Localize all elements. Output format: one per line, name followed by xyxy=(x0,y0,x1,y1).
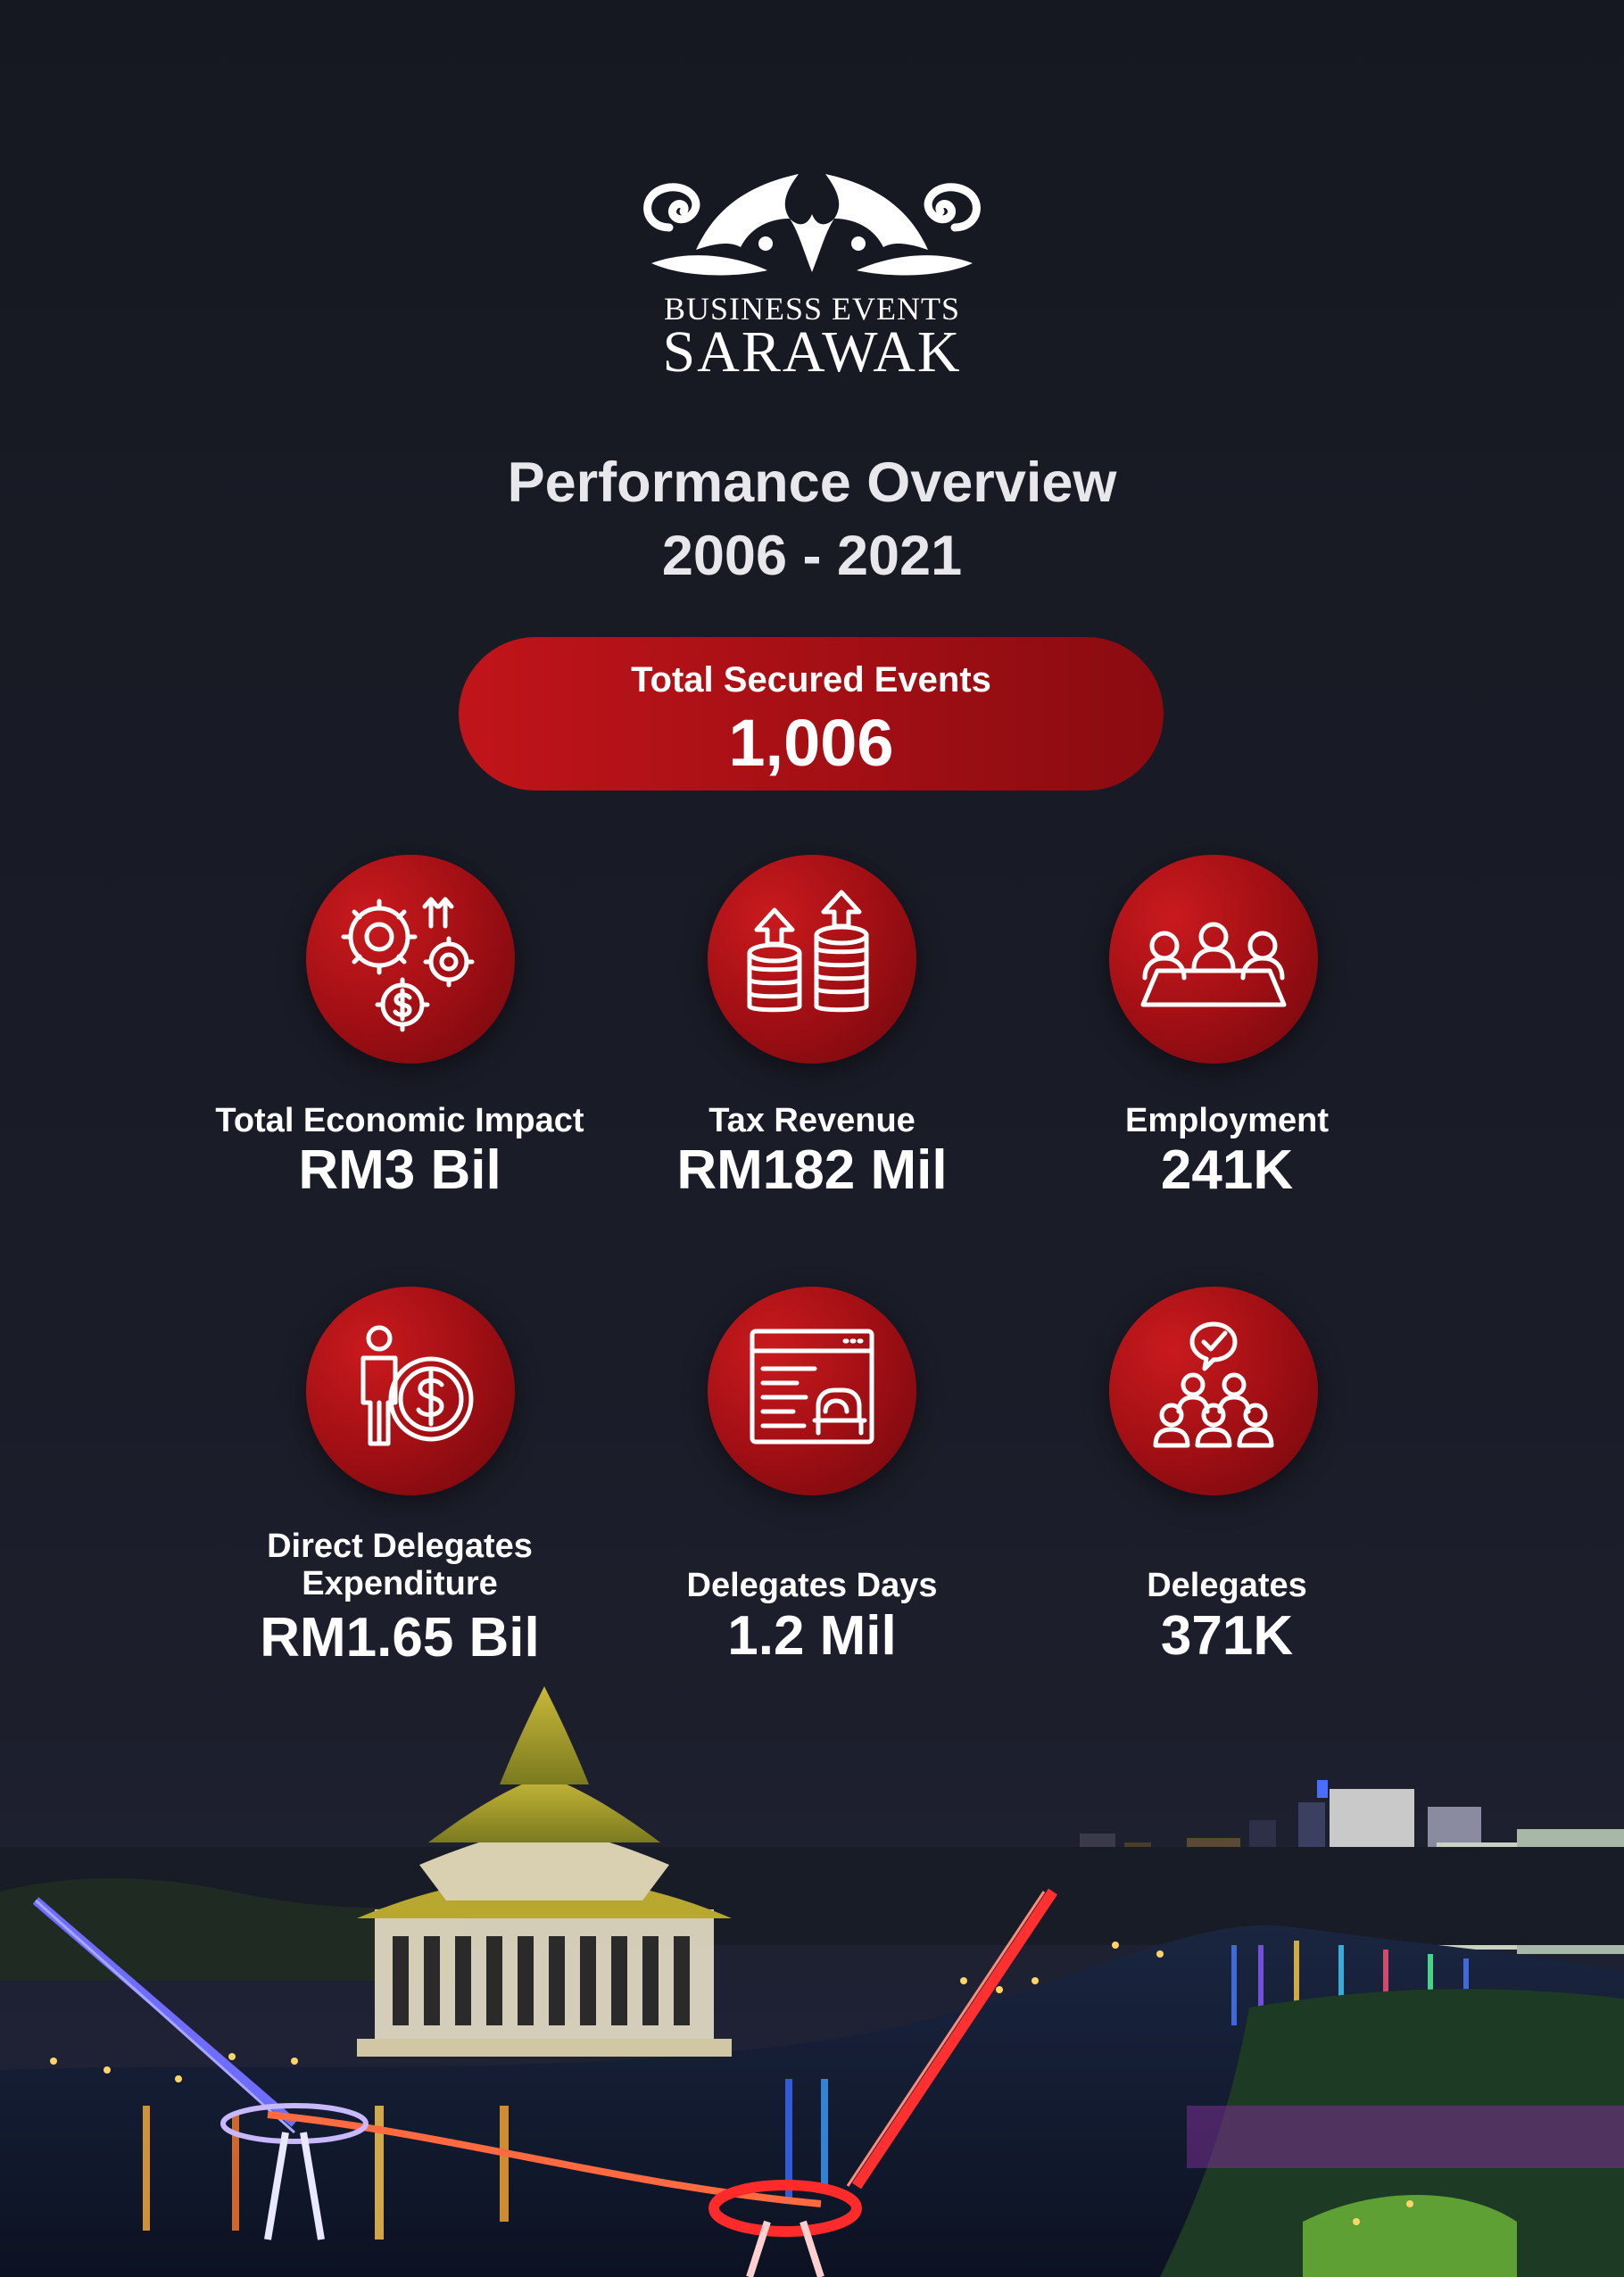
gears-dollar-icon xyxy=(306,855,515,1064)
delegates-expenditure-circle xyxy=(306,1287,515,1495)
pill-value: 1,006 xyxy=(728,706,894,780)
stat-value-delegates: 371K xyxy=(1160,1605,1294,1667)
delegates-circle xyxy=(1109,1287,1318,1495)
logo-line-1: BUSINESS EVENTS xyxy=(663,291,961,327)
logo-line-2: SARAWAK xyxy=(662,319,962,385)
tax-revenue-circle xyxy=(708,855,916,1064)
title-period: 2006 - 2021 xyxy=(661,525,963,587)
stat-label-tax-revenue: Tax Revenue xyxy=(708,1102,916,1139)
stat-label-delegates-expenditure: Direct Delegates Expenditure xyxy=(267,1528,533,1602)
delegates-days-circle xyxy=(708,1287,916,1495)
stat-label-delegates-days: Delegates Days xyxy=(686,1567,938,1604)
title-text: Performance Overview xyxy=(507,451,1117,514)
hornbill-motif-icon xyxy=(634,165,990,290)
group-check-icon xyxy=(1109,1287,1318,1495)
stat-value-delegates-expenditure: RM1.65 Bil xyxy=(260,1607,540,1668)
stat-label-delegates: Delegates xyxy=(1147,1567,1307,1604)
hotel-booking-icon xyxy=(708,1287,916,1495)
total-secured-events-pill xyxy=(459,637,1164,791)
business-events-sarawak-logo xyxy=(634,165,990,385)
pill-label: Total Secured Events xyxy=(631,660,991,700)
economic-impact-circle xyxy=(306,855,515,1064)
stat-value-economic-impact: RM3 Bil xyxy=(298,1139,501,1201)
stat-label-employment: Employment xyxy=(1124,1102,1330,1139)
page-title xyxy=(0,446,1624,592)
meeting-table-icon xyxy=(1109,855,1318,1064)
stat-label-economic-impact: Total Economic Impact xyxy=(215,1102,584,1139)
kuching-night-skyline-image xyxy=(0,1686,1624,2277)
stat-value-tax-revenue: RM182 Mil xyxy=(676,1139,948,1201)
person-dollar-icon xyxy=(306,1287,515,1495)
employment-circle xyxy=(1109,855,1318,1064)
stat-value-employment: 241K xyxy=(1160,1139,1294,1201)
coin-stacks-up-icon xyxy=(708,855,916,1064)
stat-value-delegates-days: 1.2 Mil xyxy=(727,1605,897,1667)
